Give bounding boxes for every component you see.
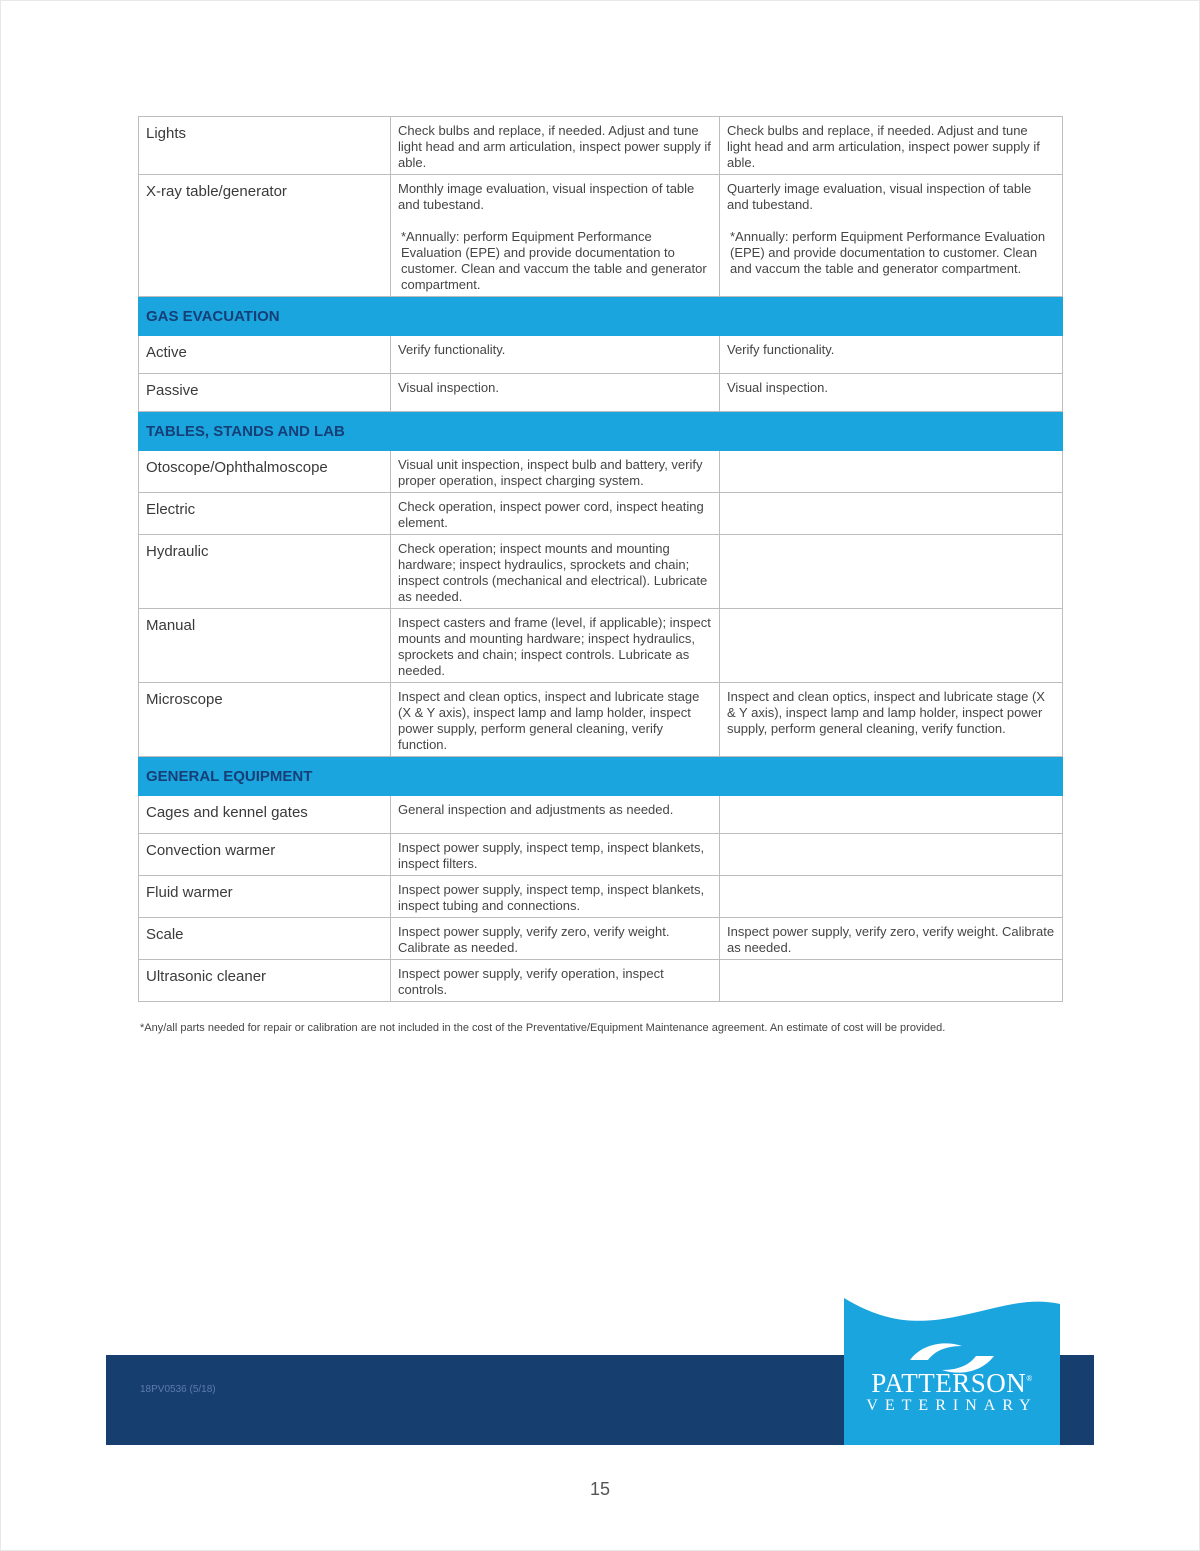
table-row — [139, 451, 1063, 493]
maintenance-basic — [391, 834, 720, 876]
table-row — [139, 535, 1063, 609]
maintenance-text: Monthly image evaluation, visual inspection of table and tubestand. — [398, 181, 695, 212]
maintenance-text: Check bulbs and replace, if needed. Adjust and tune light head and arm articulation, inspect power supply if able. — [398, 123, 711, 170]
maintenance-premium — [720, 834, 1063, 876]
maintenance-text: Visual inspection. — [727, 380, 828, 395]
maintenance-basic — [391, 609, 720, 683]
maintenance-text: Inspect casters and frame (level, if applicable); inspect mounts and mounting hardware; inspect hydraulics, sprockets and chain; inspect controls. Lubricate as needed. — [398, 615, 711, 678]
maintenance-text: Inspect power supply, verify zero, verify weight. Calibrate as needed. — [398, 924, 670, 955]
logo-name — [844, 1368, 1060, 1399]
maintenance-premium — [720, 175, 1063, 297]
table-row — [139, 175, 1063, 297]
maintenance-text: Visual inspection. — [398, 380, 499, 395]
footnote: *Any/all parts needed for repair or calibration are not included in the cost of the Preventative/Equipment Maintenance agreement. An estimate of cost will be provided. — [140, 1022, 946, 1034]
maintenance-premium — [720, 609, 1063, 683]
maintenance-basic — [391, 918, 720, 960]
equipment-name: Electric — [139, 493, 391, 535]
table-row — [139, 336, 1063, 374]
maintenance-text: Inspect power supply, verify zero, verify weight. Calibrate as needed. — [727, 924, 1055, 955]
maintenance-premium — [720, 960, 1063, 1002]
equipment-name: Active — [139, 336, 391, 374]
maintenance-basic — [391, 960, 720, 1002]
section-header — [139, 297, 1063, 336]
table-row — [139, 374, 1063, 412]
table-row — [139, 493, 1063, 535]
maintenance-basic — [391, 876, 720, 918]
equipment-name: Lights — [139, 117, 391, 175]
section-header — [139, 412, 1063, 451]
maintenance-text: Verify functionality. — [727, 342, 835, 357]
equipment-name: X-ray table/generator — [139, 175, 391, 297]
maintenance-basic — [391, 117, 720, 175]
table-row — [139, 876, 1063, 918]
equipment-name: Ultrasonic cleaner — [139, 960, 391, 1002]
maintenance-premium — [720, 336, 1063, 374]
logo-subtitle: VETERINARY — [866, 1397, 1038, 1414]
equipment-name: Passive — [139, 374, 391, 412]
maintenance-text: Inspect power supply, inspect temp, inspect blankets, inspect filters. — [398, 840, 705, 871]
logo-name-text: PATTERSON — [871, 1368, 1027, 1398]
maintenance-premium — [720, 683, 1063, 757]
maintenance-text: Check operation, inspect power cord, inspect heating element. — [398, 499, 704, 530]
table-row — [139, 117, 1063, 175]
table-row — [139, 796, 1063, 834]
equipment-name: Microscope — [139, 683, 391, 757]
maintenance-basic — [391, 336, 720, 374]
maintenance-basic — [391, 683, 720, 757]
maintenance-text: Quarterly image evaluation, visual inspection of table and tubestand. — [727, 181, 1032, 212]
maintenance-table-body — [139, 117, 1063, 1002]
logo-registered-mark: ® — [1026, 1374, 1033, 1383]
table-row — [139, 918, 1063, 960]
maintenance-basic — [391, 451, 720, 493]
maintenance-basic — [391, 175, 720, 297]
maintenance-premium — [720, 374, 1063, 412]
maintenance-text: Check bulbs and replace, if needed. Adjust and tune light head and arm articulation, inspect power supply if able. — [727, 123, 1040, 170]
maintenance-text: Inspect power supply, inspect temp, inspect blankets, inspect tubing and connections. — [398, 882, 705, 913]
maintenance-text: *Annually: perform Equipment Performance Evaluation (EPE) and provide documentation to customer. Clean and vaccum the table and generator compartment. — [401, 229, 707, 292]
table-row — [139, 683, 1063, 757]
maintenance-text: Visual unit inspection, inspect bulb and battery, verify proper operation, inspect charging system. — [398, 457, 703, 488]
maintenance-text: Verify functionality. — [398, 342, 506, 357]
maintenance-premium — [720, 493, 1063, 535]
maintenance-text: Inspect and clean optics, inspect and lubricate stage (X & Y axis), inspect lamp and lamp holder, inspect power supply, perform general cleaning, verify function. — [398, 689, 700, 752]
maintenance-premium — [720, 451, 1063, 493]
page-number: 15 — [589, 1479, 611, 1499]
maintenance-text: Inspect power supply, verify operation, inspect controls. — [398, 966, 664, 997]
equipment-name: Convection warmer — [139, 834, 391, 876]
table-row — [139, 834, 1063, 876]
section-title: GAS EVACUATION — [139, 297, 1063, 336]
maintenance-basic — [391, 796, 720, 834]
table-row — [139, 960, 1063, 1002]
maintenance-premium — [720, 796, 1063, 834]
maintenance-text: Inspect and clean optics, inspect and lubricate stage (X & Y axis), inspect lamp and lamp holder, inspect power supply, perform general cleaning, verify function. — [727, 689, 1045, 736]
maintenance-premium — [720, 918, 1063, 960]
maintenance-basic — [391, 493, 720, 535]
equipment-name: Cages and kennel gates — [139, 796, 391, 834]
equipment-name: Manual — [139, 609, 391, 683]
maintenance-text: General inspection and adjustments as needed. — [398, 802, 674, 817]
table-row — [139, 609, 1063, 683]
maintenance-premium — [720, 117, 1063, 175]
document-code: 18PV0536 (5/18) — [140, 1384, 216, 1395]
equipment-name: Hydraulic — [139, 535, 391, 609]
maintenance-premium — [720, 876, 1063, 918]
maintenance-premium — [720, 535, 1063, 609]
equipment-name: Otoscope/Ophthalmoscope — [139, 451, 391, 493]
equipment-name: Fluid warmer — [139, 876, 391, 918]
section-title: GENERAL EQUIPMENT — [139, 757, 1063, 796]
section-header — [139, 757, 1063, 796]
maintenance-text: *Annually: perform Equipment Performance Evaluation (EPE) and provide documentation to customer. Clean and vaccum the table and generator compartment. — [730, 229, 1046, 276]
equipment-name: Scale — [139, 918, 391, 960]
maintenance-text: Check operation; inspect mounts and mounting hardware; inspect hydraulics, sprockets and chain; inspect controls (mechanical and electrical). Lubricate as needed. — [398, 541, 708, 604]
section-title: TABLES, STANDS AND LAB — [139, 412, 1063, 451]
maintenance-basic — [391, 374, 720, 412]
maintenance-table — [138, 116, 1063, 1002]
maintenance-basic — [391, 535, 720, 609]
